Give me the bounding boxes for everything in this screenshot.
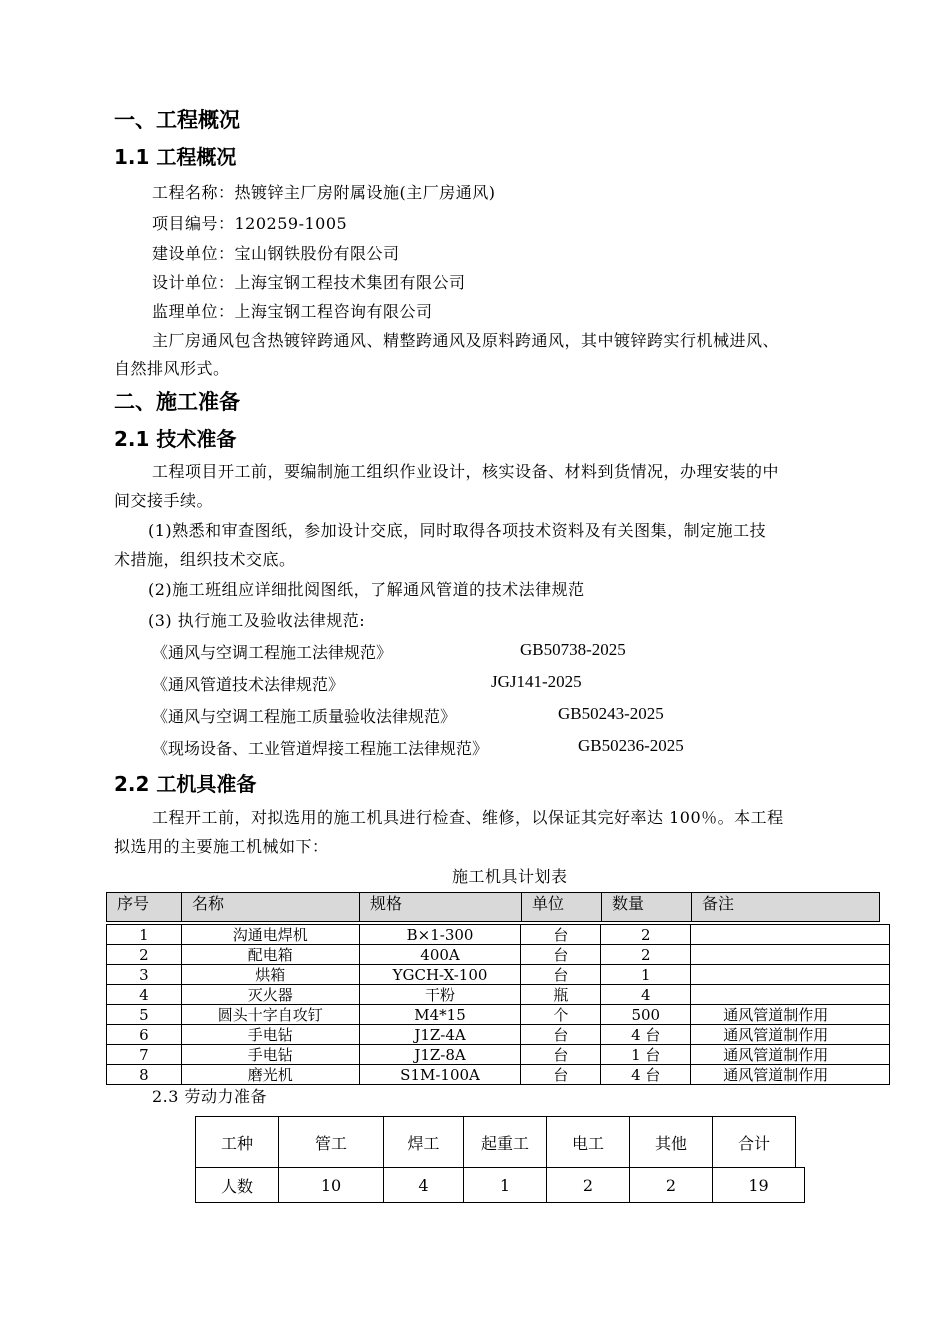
labor-header-cell: 焊工 bbox=[384, 1117, 464, 1168]
labor-header-cell: 其他 bbox=[630, 1117, 713, 1168]
section-1-title: 一、工程概况 bbox=[114, 108, 240, 132]
tech-paragraph-2-line-2: 术措施，组织技术交底。 bbox=[114, 550, 296, 569]
table-row bbox=[107, 1025, 890, 1045]
table-cell: 台 bbox=[521, 945, 601, 965]
table-cell: YGCH-X-100 bbox=[359, 965, 521, 985]
labor-value-cell: 4 bbox=[384, 1168, 464, 1203]
labor-header-cell: 起重工 bbox=[464, 1117, 547, 1168]
standard-code: JGJ141-2025 bbox=[491, 672, 582, 691]
table-cell: 4 台 bbox=[601, 1065, 691, 1085]
table-cell: 通风管道制作用 bbox=[691, 1025, 890, 1045]
table-cell: 4 台 bbox=[601, 1025, 691, 1045]
equipment-table-header bbox=[106, 892, 880, 922]
standard-code: GB50738-2025 bbox=[520, 640, 626, 659]
table-cell: 400A bbox=[359, 945, 521, 965]
table-cell: B×1-300 bbox=[359, 925, 521, 945]
table-cell: 台 bbox=[521, 1025, 601, 1045]
table-cell: 4 bbox=[601, 985, 691, 1005]
tool-table-caption: 施工机具计划表 bbox=[452, 867, 568, 886]
table-cell: 个 bbox=[521, 1005, 601, 1025]
table-cell: 通风管道制作用 bbox=[691, 1005, 890, 1025]
tech-paragraph-4: (3) 执行施工及验收法律规范: bbox=[148, 611, 366, 630]
header-cell: 名称 bbox=[182, 893, 360, 921]
table-cell: 1 bbox=[601, 965, 691, 985]
table-cell: 手电钻 bbox=[181, 1045, 359, 1065]
header-cell: 数量 bbox=[602, 893, 692, 921]
table-cell: 4 bbox=[107, 985, 182, 1005]
description-line-2: 自然排风形式。 bbox=[114, 359, 230, 378]
labor-value-cell: 1 bbox=[464, 1168, 547, 1203]
table-row bbox=[107, 965, 890, 985]
table-cell: 手电钻 bbox=[181, 1025, 359, 1045]
project-name: 工程名称：热镀锌主厂房附属设施(主厂房通风) bbox=[152, 183, 496, 202]
labor-value-cell: 2 bbox=[630, 1168, 713, 1203]
header-cell: 单位 bbox=[522, 893, 602, 921]
table-cell bbox=[691, 985, 890, 1005]
supervision-unit: 监理单位：上海宝钢工程咨询有限公司 bbox=[152, 302, 433, 321]
table-cell: 通风管道制作用 bbox=[691, 1065, 890, 1085]
table-cell: 1 台 bbox=[601, 1045, 691, 1065]
equipment-table bbox=[106, 924, 890, 1085]
table-cell: M4*15 bbox=[359, 1005, 521, 1025]
table-cell bbox=[691, 925, 890, 945]
standard-name: 《现场设备、工业管道焊接工程施工法律规范》 bbox=[152, 739, 489, 758]
table-cell: 沟通电焊机 bbox=[181, 925, 359, 945]
labor-header-cell: 电工 bbox=[547, 1117, 630, 1168]
table-cell: 台 bbox=[521, 925, 601, 945]
section-2-2-title: 2.2 工机具准备 bbox=[114, 772, 257, 796]
tool-paragraph-line-1: 工程开工前，对拟选用的施工机具进行检查、维修，以保证其完好率达 100％。本工程 bbox=[152, 808, 784, 827]
table-row bbox=[107, 1045, 890, 1065]
tech-paragraph-2-line-1: (1)熟悉和审查图纸，参加设计交底，同时取得各项技术资料及有关图集，制定施工技 bbox=[148, 521, 767, 540]
builder-unit: 建设单位：宝山钢铁股份有限公司 bbox=[152, 244, 400, 263]
table-cell: 烘箱 bbox=[181, 965, 359, 985]
tech-paragraph-3: (2)施工班组应详细批阅图纸，了解通风管道的技术法律规范 bbox=[148, 580, 585, 599]
table-cell: 5 bbox=[107, 1005, 182, 1025]
table-cell: 7 bbox=[107, 1045, 182, 1065]
table-cell: 2 bbox=[107, 945, 182, 965]
standard-code: GB50236-2025 bbox=[578, 736, 684, 755]
tech-paragraph-1-line-1: 工程项目开工前，要编制施工组织作业设计，核实设备、材料到货情况，办理安装的中 bbox=[152, 462, 780, 481]
table-cell: 6 bbox=[107, 1025, 182, 1045]
labor-value-cell: 人数 bbox=[196, 1168, 279, 1203]
table-row bbox=[107, 1005, 890, 1025]
table-cell: 灭火器 bbox=[181, 985, 359, 1005]
header-cell: 序号 bbox=[107, 893, 182, 921]
table-cell: 8 bbox=[107, 1065, 182, 1085]
section-1-1-title: 1.1 工程概况 bbox=[114, 145, 237, 169]
table-cell bbox=[691, 965, 890, 985]
standard-code: GB50243-2025 bbox=[558, 704, 664, 723]
labor-value-cell: 10 bbox=[279, 1168, 384, 1203]
project-number: 项目编号：120259-1005 bbox=[152, 214, 348, 233]
table-row bbox=[107, 925, 890, 945]
design-unit: 设计单位：上海宝钢工程技术集团有限公司 bbox=[152, 273, 466, 292]
table-cell: 台 bbox=[521, 965, 601, 985]
table-cell: 通风管道制作用 bbox=[691, 1045, 890, 1065]
table-row bbox=[107, 945, 890, 965]
table-cell: S1M-100A bbox=[359, 1065, 521, 1085]
description-line-1: 主厂房通风包含热镀锌跨通风、精整跨通风及原料跨通风，其中镀锌跨实行机械进风、 bbox=[152, 331, 780, 350]
table-cell: 干粉 bbox=[359, 985, 521, 1005]
labor-value-cell: 2 bbox=[547, 1168, 630, 1203]
table-cell: 3 bbox=[107, 965, 182, 985]
header-cell: 规格 bbox=[360, 893, 522, 921]
table-cell: 2 bbox=[601, 925, 691, 945]
standard-name: 《通风与空调工程施工质量验收法律规范》 bbox=[152, 707, 457, 726]
tech-paragraph-1-line-2: 间交接手续。 bbox=[114, 491, 214, 510]
section-2-1-title: 2.1 技术准备 bbox=[114, 427, 237, 451]
standard-name: 《通风管道技术法律规范》 bbox=[152, 675, 345, 694]
table-cell: 瓶 bbox=[521, 985, 601, 1005]
table-row bbox=[107, 1065, 890, 1085]
table-cell: 台 bbox=[521, 1065, 601, 1085]
labor-header-cell: 管工 bbox=[279, 1117, 384, 1168]
table-cell: J1Z-4A bbox=[359, 1025, 521, 1045]
table-cell: 1 bbox=[107, 925, 182, 945]
section-2-title: 二、施工准备 bbox=[114, 390, 240, 414]
table-cell: 圆头十字自攻钉 bbox=[181, 1005, 359, 1025]
table-cell: 500 bbox=[601, 1005, 691, 1025]
header-cell: 备注 bbox=[702, 894, 735, 913]
table-row bbox=[107, 985, 890, 1005]
table-cell: 配电箱 bbox=[181, 945, 359, 965]
table-cell: 台 bbox=[521, 1045, 601, 1065]
table-cell: 2 bbox=[601, 945, 691, 965]
labor-header-cell: 工种 bbox=[196, 1117, 279, 1168]
table-cell: J1Z-8A bbox=[359, 1045, 521, 1065]
table-cell: 磨光机 bbox=[181, 1065, 359, 1085]
standard-name: 《通风与空调工程施工法律规范》 bbox=[152, 643, 393, 662]
labor-header-cell: 合计 bbox=[713, 1117, 796, 1168]
section-2-3-title: 2.3 劳动力准备 bbox=[152, 1087, 268, 1106]
table-cell bbox=[691, 945, 890, 965]
tool-paragraph-line-2: 拟选用的主要施工机械如下： bbox=[114, 837, 329, 856]
labor-table bbox=[195, 1116, 805, 1203]
labor-table-spacer bbox=[796, 1117, 805, 1168]
labor-value-cell: 19 bbox=[713, 1168, 805, 1203]
